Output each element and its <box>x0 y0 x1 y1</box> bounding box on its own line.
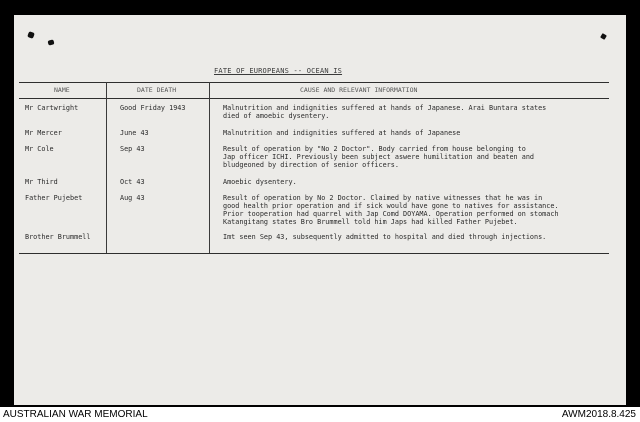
row-cause-line: Amoebic dysentery. <box>223 178 297 186</box>
row-date: Good Friday 1943 <box>120 104 186 112</box>
footer-credit: AUSTRALIAN WAR MEMORIAL <box>3 409 148 420</box>
row-date: Aug 43 <box>120 194 145 202</box>
row-cause-line: bludgeoned by direction of senior officers. <box>223 161 399 169</box>
column-divider <box>106 82 107 253</box>
row-name: Brother Brummell <box>25 233 91 241</box>
row-name: Mr Cole <box>25 145 54 153</box>
row-cause-line: Malnutrition and indignities suffered at hands of Japanese <box>223 129 461 137</box>
row-name: Father Pujebet <box>25 194 83 202</box>
row-cause-line: Malnutrition and indignities suffered at hands of Japanese. Arai Buntara states <box>223 104 547 112</box>
row-name: Mr Third <box>25 178 58 186</box>
row-cause-line: died of amoebic dysentery. <box>223 112 330 120</box>
table-top-rule <box>19 82 609 83</box>
row-cause-line: Imt seen Sep 43, subsequently admitted to hospital and died through injections. <box>223 233 547 241</box>
row-cause-line: good health prior operation and if sick would have gone to natives for assistance. <box>223 202 559 210</box>
footer-bar <box>0 407 640 422</box>
row-name: Mr Cartwright <box>25 104 79 112</box>
footer-accession-number: AWM2018.8.425 <box>561 409 636 420</box>
row-date: Oct 43 <box>120 178 145 186</box>
header-rule <box>19 98 609 99</box>
column-header-name: NAME <box>54 86 70 94</box>
column-header-date: DATE DEATH <box>137 86 177 94</box>
row-date: June 43 <box>120 129 149 137</box>
row-date: Sep 43 <box>120 145 145 153</box>
row-cause-line: Prior tooperation had quarrel with Jap Comd DOYAMA. Operation performed on stomach <box>223 210 559 218</box>
row-cause-line: Result of operation by "No 2 Doctor". Body carried from house belonging to <box>223 145 526 153</box>
document-title: FATE OF EUROPEANS -- OCEAN IS <box>214 67 343 75</box>
column-divider <box>209 82 210 253</box>
row-cause-line: Jap officer ICHI. Previously been subject aswere humilitation and beaten and <box>223 153 534 161</box>
row-cause-line: Katangitang states Bro Brummell told him Japs had killed Father Pujebet. <box>223 218 518 226</box>
column-header-cause: CAUSE AND RELEVANT INFORMATION <box>300 86 418 94</box>
row-cause-line: Result of operation by No 2 Doctor. Claimed by native witnesses that he was in <box>223 194 543 202</box>
row-name: Mr Mercer <box>25 129 62 137</box>
table-bottom-rule <box>19 253 609 254</box>
